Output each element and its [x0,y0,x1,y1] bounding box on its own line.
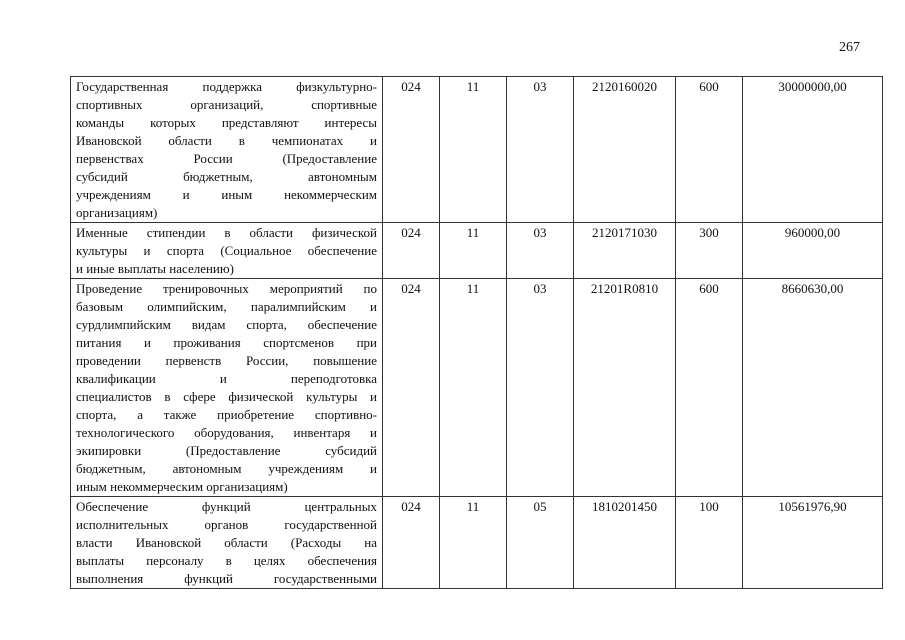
section-code: 11 [440,279,507,497]
description-line: Обеспечение функций центральных [76,499,377,514]
description-line: базовым олимпийским, паралимпийским и [76,299,377,314]
row-description [71,279,383,497]
expense-type-code: 600 [676,77,743,223]
target-article-code: 1810201450 [574,497,676,589]
section-code: 11 [440,497,507,589]
description-line: исполнительных органов государственной [76,517,377,532]
table-row [71,77,883,223]
subsection-code: 03 [507,223,574,279]
expense-type-code: 300 [676,223,743,279]
description-line: субсидий бюджетным, автономным [76,169,377,184]
target-article-code: 21201R0810 [574,279,676,497]
description-line: технологического оборудования, инвентаря и [76,425,377,440]
table-row [71,279,883,497]
ministry-code: 024 [383,77,440,223]
description-line: питания и проживания спортсменов при [76,335,377,350]
description-line: Именные стипендии в области физической [76,225,377,240]
page-number: 267 [839,40,860,55]
description-line: культуры и спорта (Социальное обеспечение [76,243,377,258]
expense-type-code: 600 [676,279,743,497]
section-code: 11 [440,223,507,279]
description-line: проведении первенств России, повышение [76,353,377,368]
description-line: первенствах России (Предоставление [76,151,377,166]
description-line: экипировки (Предоставление субсидий [76,443,377,458]
target-article-code: 2120160020 [574,77,676,223]
description-line: выплаты персоналу в целях обеспечения [76,553,377,568]
description-line: выполнения функций государственными [76,571,377,586]
row-description [71,497,383,589]
subsection-code: 03 [507,279,574,497]
ministry-code: 024 [383,279,440,497]
description-line: спорта, а также приобретение спортивно- [76,407,377,422]
description-line: специалистов в сфере физической культуры и [76,389,377,404]
description-line: бюджетным, автономным учреждениям и [76,461,377,476]
ministry-code: 024 [383,223,440,279]
description-line: учреждениям и иным некоммерческим [76,187,377,202]
row-description [71,223,383,279]
budget-table [70,76,883,589]
subsection-code: 05 [507,497,574,589]
table-row [71,497,883,589]
amount: 30000000,00 [743,77,883,223]
description-line: организациям) [76,205,158,220]
row-description [71,77,383,223]
description-line: команды которых представляют интересы [76,115,377,130]
description-line: Проведение тренировочных мероприятий по [76,281,377,296]
description-line: и иные выплаты населению) [76,261,234,276]
table-row [71,223,883,279]
budget-table-body [71,77,883,589]
subsection-code: 03 [507,77,574,223]
section-code: 11 [440,77,507,223]
description-line: Ивановской области в чемпионатах и [76,133,377,148]
description-line: сурдлимпийским видам спорта, обеспечение [76,317,377,332]
target-article-code: 2120171030 [574,223,676,279]
ministry-code: 024 [383,497,440,589]
amount: 10561976,90 [743,497,883,589]
description-line: квалификации и переподготовка [76,371,377,386]
description-line: спортивных организаций, спортивные [76,97,377,112]
amount: 8660630,00 [743,279,883,497]
expense-type-code: 100 [676,497,743,589]
amount: 960000,00 [743,223,883,279]
description-line: Государственная поддержка физкультурно- [76,79,377,94]
description-line: иным некоммерческим организациям) [76,479,288,494]
description-line: власти Ивановской области (Расходы на [76,535,377,550]
